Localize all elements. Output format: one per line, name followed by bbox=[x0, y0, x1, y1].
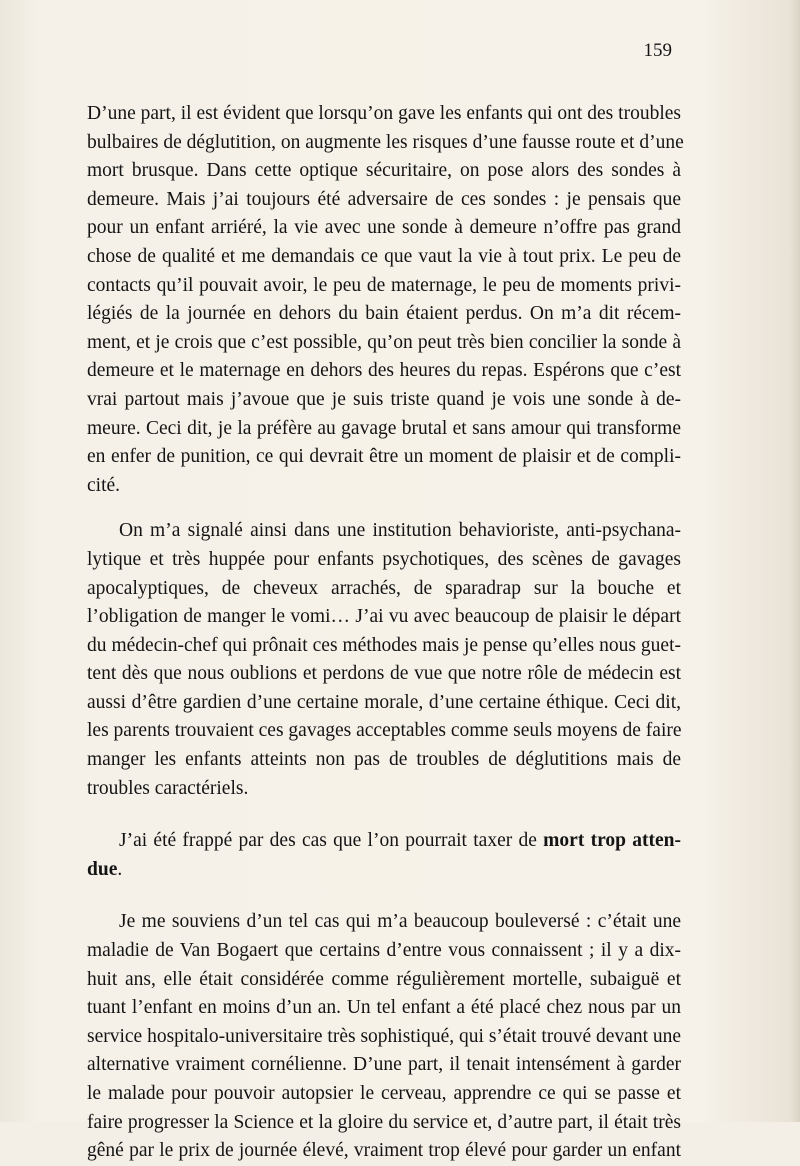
text-line: manger les enfants atteints non pas de troubles de déglutitions mais de bbox=[87, 749, 681, 771]
text-line: légiés de la journée en dehors du bain étaient perdus. On m’a dit récem- bbox=[87, 303, 681, 325]
emphasis-text: mort trop atten- bbox=[543, 830, 681, 852]
paragraph-2 bbox=[87, 517, 681, 803]
text-line: apocalyptiques, de cheveux arrachés, de sparadrap sur la bouche et bbox=[87, 577, 681, 599]
text-line: l’obligation de manger le vomi… J’ai vu avec beaucoup de plaisir le départ bbox=[87, 606, 681, 628]
text-line: le malade pour pouvoir autopsier le cerveau, apprendre ce qui se passe et bbox=[87, 1083, 681, 1104]
text-line: demeure et le maternage en dehors des heures du repas. Espérons que c’est bbox=[87, 360, 681, 382]
text-line: du médecin-chef qui prônait ces méthodes mais je pense qu’elles nous guet- bbox=[87, 634, 681, 656]
text-line: Je me souviens d’un tel cas qui m’a beaucoup bouleversé : c’était une bbox=[119, 911, 681, 933]
text-run: . bbox=[117, 858, 123, 880]
text-line: en enfer de punition, ce qui devrait être un moment de plaisir et de compli- bbox=[87, 446, 681, 468]
paragraph-4 bbox=[87, 908, 681, 1165]
paragraph-3 bbox=[87, 827, 681, 884]
text-run: J’ai été frappé par des cas que l’on pourrait taxer de bbox=[119, 830, 544, 852]
body-text bbox=[87, 100, 684, 1166]
text-line: On m’a signalé ainsi dans une institution behavioriste, anti-psychana- bbox=[119, 520, 681, 542]
text-line: aussi d’être gardien d’une certaine morale, d’une certaine éthique. Ceci dit, bbox=[87, 691, 681, 713]
paragraph-1 bbox=[87, 100, 684, 500]
text-line: mort brusque. Dans cette optique sécuritaire, on pose alors des sondes à bbox=[87, 160, 681, 182]
text-line: ment, et je crois que c’est possible, qu’on peut très bien concilier la sonde à bbox=[87, 331, 681, 353]
text-line: troubles caractériels. bbox=[87, 777, 249, 799]
text-line: demeure. Mais j’ai toujours été adversaire de ces sondes : je pensais que bbox=[87, 188, 681, 210]
text-line: cité. bbox=[87, 474, 121, 496]
text-line bbox=[87, 856, 681, 885]
text-line: faire progresser la Science et la gloire du service et, d’autre part, il était très bbox=[87, 1111, 681, 1133]
text-line: tent dès que nous oublions et perdons de vue que notre rôle de médecin est bbox=[87, 663, 681, 685]
text-line: meure. Ceci dit, je la préfère au gavage brutal et sans amour qui transforme bbox=[87, 417, 681, 439]
text-line: bulbaires de déglutition, on augmente les risques d’une fausse route et d’une bbox=[87, 131, 684, 153]
text-line: vrai partout mais j’avoue que je suis triste quand je vois une sonde à de- bbox=[87, 388, 681, 410]
text-line: service hospitalo-universitaire très sophistiqué, qui s’était trouvé devant une bbox=[87, 1025, 682, 1047]
text-line: huit ans, elle était considérée comme régulièrement mortelle, subaiguë et bbox=[87, 968, 681, 990]
text-line: gêné par le prix de journée élevé, vraiment trop élevé pour garder un enfant bbox=[87, 1140, 681, 1162]
text-line: maladie de Van Bogaert que certains d’entre vous connaissent ; il y a dix- bbox=[87, 940, 681, 962]
text-line bbox=[87, 827, 681, 856]
text-line: les parents trouvaient ces gavages acceptables comme seuls moyens de faire bbox=[87, 720, 682, 742]
text-line: tuant l’enfant en moins d’un an. Un tel enfant a été placé chez nous par un bbox=[87, 997, 681, 1019]
text-line: contacts qu’il pouvait avoir, le peu de maternage, le peu de moments privi- bbox=[87, 274, 681, 296]
text-line: pour un enfant arriéré, la vie avec une sonde à demeure n’offre pas grand bbox=[87, 217, 681, 239]
emphasis-text: due bbox=[87, 858, 118, 880]
text-line: alternative vraiment cornélienne. D’une part, il tenait intensément à garder bbox=[87, 1054, 681, 1076]
page-number: 159 bbox=[643, 40, 672, 61]
text-line: lytique et très huppée pour enfants psychotiques, des scènes de gavages bbox=[87, 548, 681, 570]
text-line: chose de qualité et me demandais ce que vaut la vie à tout prix. Le peu de bbox=[87, 245, 681, 267]
text-line: D’une part, il est évident que lorsqu’on gave les enfants qui ont des troubles bbox=[87, 103, 681, 124]
